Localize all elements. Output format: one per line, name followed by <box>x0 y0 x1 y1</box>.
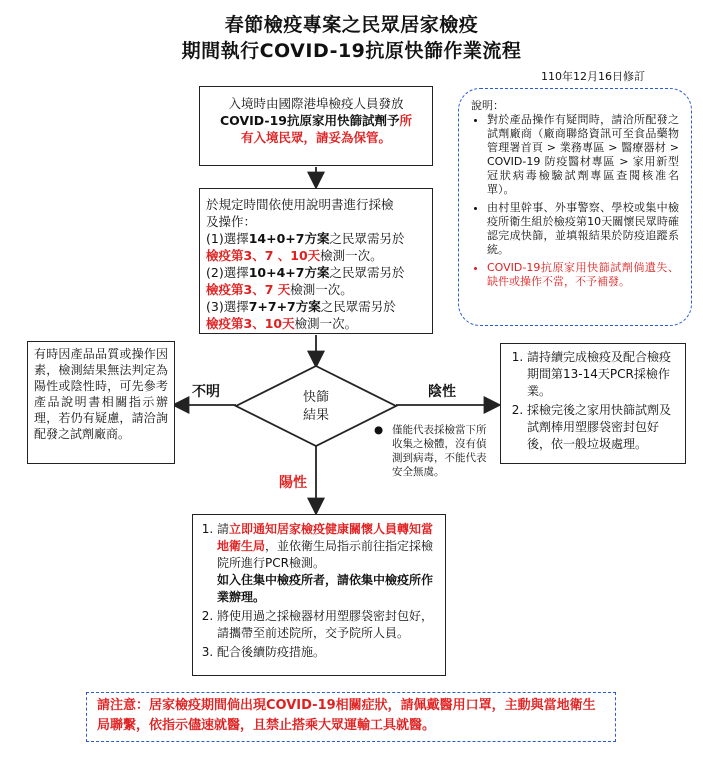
option1-plan: 14+0+7方案 <box>248 231 330 246</box>
bullet-icon: ● <box>374 424 384 436</box>
positive-result-box <box>192 514 446 676</box>
notes-heading: 說明： <box>471 99 504 112</box>
option3-suffix: 檢測一次。 <box>294 316 358 331</box>
note-item-1: • 對於產品操作有疑問時，請洽所配發之試劑廠商（廠商聯絡資訊可至食品藥物管理署首頁 > 業務專區 > 醫療器材 > COVID-19 防疫醫材專區 > 家用新型冠狀病毒檢驗試劑專區查閱核准名單）。 <box>487 113 679 197</box>
issue-line-3: 有入境民眾，請妥為保管。 <box>240 130 391 145</box>
negative-note-text: 僅能代表採檢當下所收集之檢體，沒有偵測到病毒，不能代表安全無虞。 <box>392 424 487 478</box>
negative-step-2: 2. 採檢完後之家用快篩試劑及試劑棒用塑膠袋密封包好後，依一般垃圾處理。 <box>527 402 679 453</box>
option2-plan: 10+4+7方案 <box>248 265 330 280</box>
warning-notice: 請注意：居家檢疫期間倘出現COVID-19相關症狀，請佩戴醫用口罩，主動與當地衛生局聯繫，依指示儘速就醫，且禁止搭乘大眾運輸工具就醫。 <box>86 692 616 742</box>
schedule-intro-2: 及操作： <box>206 214 257 229</box>
positive-step-3: 3. 配合後續防疫措施。 <box>217 644 439 661</box>
negative-step-1: 1. 請持續完成檢疫及配合檢疫期間第13-14天PCR採檢作業。 <box>527 349 679 400</box>
option2-suffix: 檢測一次。 <box>290 282 353 297</box>
option1-prefix: (1)選擇 <box>206 231 249 246</box>
option3-prefix: (3)選擇 <box>206 299 249 314</box>
title-line-2: 期間執行COVID-19抗原快篩作業流程 <box>181 40 522 62</box>
option3-mid: 之民眾需另於 <box>320 299 396 314</box>
title-line-1: 春節檢疫專案之民眾居家檢疫 <box>224 14 479 36</box>
option2-mid: 之民眾需另於 <box>329 265 405 280</box>
note-item-2: • 由村里幹事、外事警察、學校或集中檢疫所衛生組於檢疫第10天關懷民眾時確認完成快篩，並填報結果於防疫追蹤系統。 <box>487 201 679 257</box>
positive-step-1-notify: 立即通知居家檢疫健康關懷人員轉知當地衛生局 <box>217 522 434 553</box>
issue-kit-box <box>199 86 433 166</box>
positive-step-2: 2. 將使用過之採檢器材用塑膠袋密封包好，請攜帶至前述院所，交予院所人員。 <box>217 608 439 642</box>
label-negative: 陰性 <box>428 384 456 400</box>
positive-step-1-text: ，並依衛生局指示前往指定採檢院所進行PCR檢測。 <box>217 539 434 570</box>
issue-line-1: 入境時由國際港埠檢疫人員發放 <box>228 96 404 111</box>
label-unclear: 不明 <box>192 384 220 400</box>
decision-line-2: 結果 <box>302 408 329 423</box>
note-item-3: • COVID-19抗原家用快篩試劑倘遺失、缺件或操作不當，不予補發。 <box>487 261 679 289</box>
positive-step-1-quarantine: 如入住集中檢疫所者，請依集中檢疫所作業辦理。 <box>217 573 434 604</box>
issue-line-2a: COVID-19抗原家用快篩試劑予 <box>220 113 400 128</box>
schedule-intro-1: 於規定時間依使用說明書進行採檢 <box>206 197 394 212</box>
option2-days: 檢疫第3、7 天 <box>206 282 291 297</box>
label-positive: 陽性 <box>279 475 307 491</box>
positive-step-1-prefix: 請 <box>217 522 230 536</box>
testing-schedule-box <box>199 188 433 334</box>
option1-suffix: 檢測一次。 <box>320 248 383 263</box>
decision-label <box>286 389 346 425</box>
option1-days: 檢疫第3、7 、10天 <box>206 248 321 263</box>
positive-step-1 <box>217 521 439 606</box>
unclear-result-box: 有時因產品品質或操作因素，檢測結果無法判定為陽性或陰性時，可先參考產品說明書相關指示辦理，若仍有疑慮，請洽詢配發之試劑廠商。 <box>27 341 175 464</box>
option3-days: 檢疫第3、10天 <box>206 316 295 331</box>
negative-result-box <box>500 343 686 464</box>
negative-note <box>374 423 494 479</box>
option2-prefix: (2)選擇 <box>206 265 249 280</box>
revision-date: 110年12月16日修訂 <box>541 70 645 83</box>
option1-mid: 之民眾需另於 <box>329 231 405 246</box>
option3-plan: 7+7+7方案 <box>248 299 321 314</box>
notes-panel <box>458 88 692 326</box>
decision-line-1: 快篩 <box>302 390 329 405</box>
issue-line-2b: 所 <box>399 113 412 128</box>
